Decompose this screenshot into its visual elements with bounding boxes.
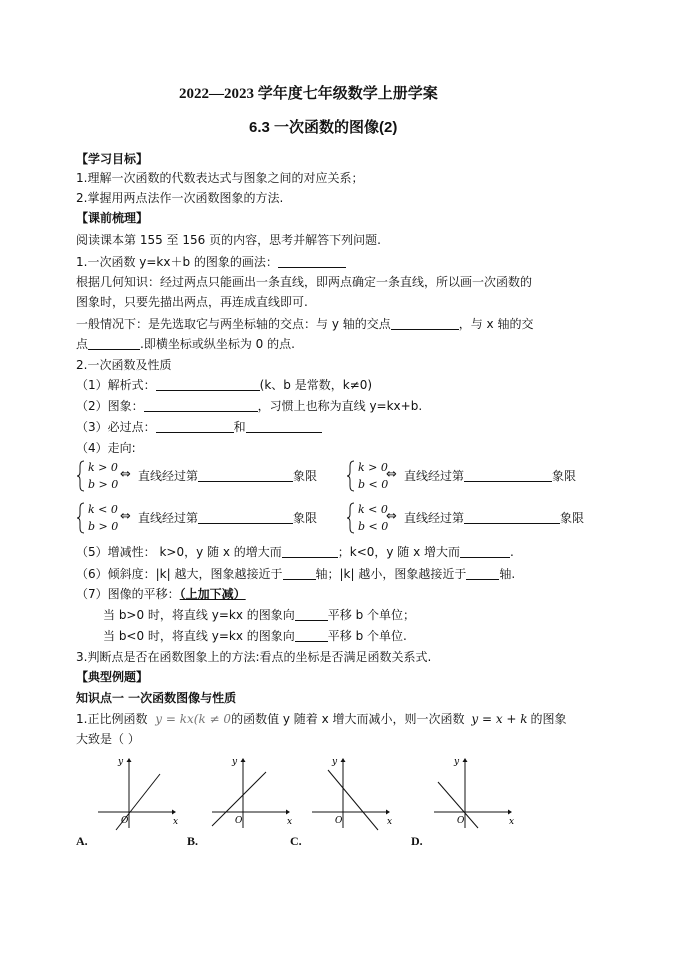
text: 1.正比例函数 bbox=[76, 712, 148, 726]
option-c-graph[interactable] bbox=[310, 752, 396, 832]
text: 轴. bbox=[499, 567, 516, 581]
x-axis-label: x bbox=[509, 817, 515, 827]
condition-k: k > 0 bbox=[358, 461, 388, 474]
translation-line-1 bbox=[103, 607, 415, 623]
page-title: 2022—2023 学年度七年级数学上册学案 bbox=[179, 86, 438, 102]
q1-general-line-1 bbox=[76, 316, 533, 332]
formula-linear: y = x + k bbox=[471, 712, 528, 726]
answer-blank[interactable] bbox=[278, 255, 346, 268]
answer-blank-quadrants[interactable] bbox=[464, 511, 560, 524]
origin-label: O bbox=[121, 816, 129, 826]
answer-blank-quadrants[interactable] bbox=[464, 469, 552, 482]
example-1-line-1 bbox=[76, 711, 567, 727]
property-6 bbox=[76, 566, 515, 582]
q1-detail-1: 根据几何知识：经过两点只能画出一条直线，即两点确定一条直线，所以画一次函数的 bbox=[76, 275, 533, 289]
option-d-label[interactable]: D. bbox=[411, 834, 423, 848]
option-d-graph[interactable] bbox=[432, 752, 518, 832]
answer-blank-expression[interactable] bbox=[156, 378, 260, 391]
answer-blank-increase[interactable] bbox=[282, 545, 338, 558]
y-axis-label: y bbox=[332, 757, 338, 767]
y-axis-label: y bbox=[232, 757, 238, 767]
iff-arrow-icon: ⇔ bbox=[386, 509, 397, 524]
direction-case-1 bbox=[76, 460, 346, 492]
text: 直线经过第 bbox=[404, 469, 465, 483]
examples-heading: 【典型例题】 bbox=[76, 670, 149, 684]
example-1-line-2: 大致是（ ） bbox=[76, 732, 140, 746]
x-axis-label: x bbox=[173, 817, 179, 827]
text: ，与 x 轴的交 bbox=[458, 317, 534, 331]
goal-item-1: 1.理解一次函数的代数表达式与图象之间的对应关系； bbox=[76, 171, 364, 185]
property-4: （4）走向: bbox=[76, 441, 136, 455]
left-brace-icon bbox=[346, 502, 356, 534]
text: 直线经过第 bbox=[138, 511, 199, 525]
condition-b: b < 0 bbox=[358, 520, 389, 533]
text: 象限 bbox=[552, 469, 577, 483]
text: （6）倾斜度：|k| 越大，图象越接近于 bbox=[76, 567, 283, 581]
text: 和 bbox=[233, 420, 246, 434]
answer-blank-graph[interactable] bbox=[144, 399, 258, 412]
goal-item-2: 2.掌握用两点法作一次函数图象的方法. bbox=[76, 191, 284, 205]
origin-label: O bbox=[335, 816, 343, 826]
text: （1）解析式： bbox=[76, 378, 156, 392]
preview-intro: 阅读课本第 155 至 156 页的内容，思考并解答下列问题. bbox=[76, 233, 381, 247]
question-2: 2.一次函数及性质 bbox=[76, 358, 172, 372]
text: 点 bbox=[76, 337, 89, 351]
condition-k: k > 0 bbox=[88, 461, 118, 474]
condition-b: b > 0 bbox=[88, 520, 119, 533]
shift-rule: （上加下减） bbox=[179, 587, 246, 601]
option-a-graph[interactable] bbox=[96, 752, 182, 832]
x-axis-label: x bbox=[387, 817, 393, 827]
property-5 bbox=[76, 544, 514, 560]
question-3: 3.判断点是否在函数图象上的方法:看点的坐标是否满足函数关系式. bbox=[76, 650, 432, 664]
iff-arrow-icon: ⇔ bbox=[120, 509, 131, 524]
y-axis-label: y bbox=[118, 757, 124, 767]
answer-blank-point-1[interactable] bbox=[156, 420, 234, 433]
text: 直线经过第 bbox=[138, 469, 199, 483]
option-b-label[interactable]: B. bbox=[187, 834, 199, 848]
property-7 bbox=[76, 586, 246, 602]
text: 象限 bbox=[293, 469, 318, 483]
text: 轴；|k| 越小，图象越接近于 bbox=[315, 567, 467, 581]
property-2 bbox=[76, 398, 422, 414]
text: 一般情况下：是先选取它与两坐标轴的交点：与 y 轴的交点 bbox=[76, 317, 391, 331]
origin-label: O bbox=[457, 816, 465, 826]
text: . bbox=[510, 545, 514, 559]
text: 平移 b 个单位. bbox=[327, 629, 407, 643]
formula-direct-proportion: y = kx(k ≠ 0 bbox=[155, 712, 232, 726]
option-a-label[interactable]: A. bbox=[76, 834, 88, 848]
answer-blank-down[interactable] bbox=[295, 629, 328, 642]
answer-blank-axis-2[interactable] bbox=[466, 567, 499, 580]
knowledge-point-1: 知识点一 一次函数图像与性质 bbox=[76, 691, 237, 705]
text: (k、b 是常数，k≠0) bbox=[259, 378, 373, 392]
iff-arrow-icon: ⇔ bbox=[120, 467, 131, 482]
condition-b: b > 0 bbox=[88, 478, 119, 491]
answer-blank-quadrants[interactable] bbox=[198, 511, 293, 524]
answer-blank-axis-1[interactable] bbox=[283, 567, 316, 580]
answer-blank-up[interactable] bbox=[295, 608, 328, 621]
text: .即横坐标或纵坐标为 0 的点. bbox=[140, 337, 295, 351]
preview-heading: 【课前梳理】 bbox=[76, 211, 149, 225]
q1-detail-2: 图象时，只要先描出两点，再连成直线即可. bbox=[76, 295, 308, 309]
answer-blank-decrease[interactable] bbox=[460, 545, 510, 558]
text: （7）图像的平移： bbox=[76, 587, 180, 601]
left-brace-icon bbox=[76, 502, 86, 534]
text: 直线经过第 bbox=[404, 511, 465, 525]
text: ；k<0，y 随 x 增大而 bbox=[337, 545, 461, 559]
condition-b: b < 0 bbox=[358, 478, 389, 491]
goals-heading: 【学习目标】 bbox=[76, 152, 149, 166]
text: ，习惯上也称为直线 y=kx+b. bbox=[257, 399, 423, 413]
question-1-text: 1.一次函数 y=kx＋b 的图象的画法： bbox=[76, 255, 278, 269]
text: （3）必过点： bbox=[76, 420, 156, 434]
page-subtitle: 6.3 一次函数的图像(2) bbox=[249, 119, 398, 136]
text: 的图象 bbox=[530, 712, 567, 726]
direction-case-2 bbox=[346, 460, 616, 492]
answer-blank-x-intercept[interactable] bbox=[88, 337, 140, 350]
answer-blank-y-intercept[interactable] bbox=[391, 317, 459, 330]
answer-blank-quadrants[interactable] bbox=[198, 469, 293, 482]
text: 当 b<0 时，将直线 y=kx 的图象向 bbox=[103, 629, 295, 643]
text: 当 b>0 时，将直线 y=kx 的图象向 bbox=[103, 608, 295, 622]
left-brace-icon bbox=[76, 460, 86, 492]
option-b-graph[interactable] bbox=[210, 752, 296, 832]
answer-blank-point-2[interactable] bbox=[246, 420, 322, 433]
q1-general-line-2 bbox=[76, 336, 295, 352]
y-axis-label: y bbox=[454, 757, 460, 767]
direction-case-3 bbox=[76, 502, 346, 534]
condition-k: k < 0 bbox=[88, 503, 118, 516]
text: （2）图象： bbox=[76, 399, 144, 413]
condition-k: k < 0 bbox=[358, 503, 388, 516]
x-axis-label: x bbox=[287, 817, 293, 827]
text: 象限 bbox=[560, 511, 585, 525]
text: （5）增减性： k>0，y 随 x 的增大而 bbox=[76, 545, 282, 559]
option-c-label[interactable]: C. bbox=[290, 834, 302, 848]
text: 平移 b 个单位； bbox=[327, 608, 416, 622]
iff-arrow-icon: ⇔ bbox=[386, 467, 397, 482]
property-1 bbox=[76, 377, 372, 393]
text: 象限 bbox=[293, 511, 318, 525]
property-3 bbox=[76, 419, 322, 435]
direction-case-4 bbox=[346, 502, 616, 534]
origin-label: O bbox=[235, 816, 243, 826]
text: 的函数值 y 随着 x 增大而减小，则一次函数 bbox=[231, 712, 465, 726]
translation-line-2 bbox=[103, 628, 407, 644]
question-1 bbox=[76, 254, 346, 270]
left-brace-icon bbox=[346, 460, 356, 492]
